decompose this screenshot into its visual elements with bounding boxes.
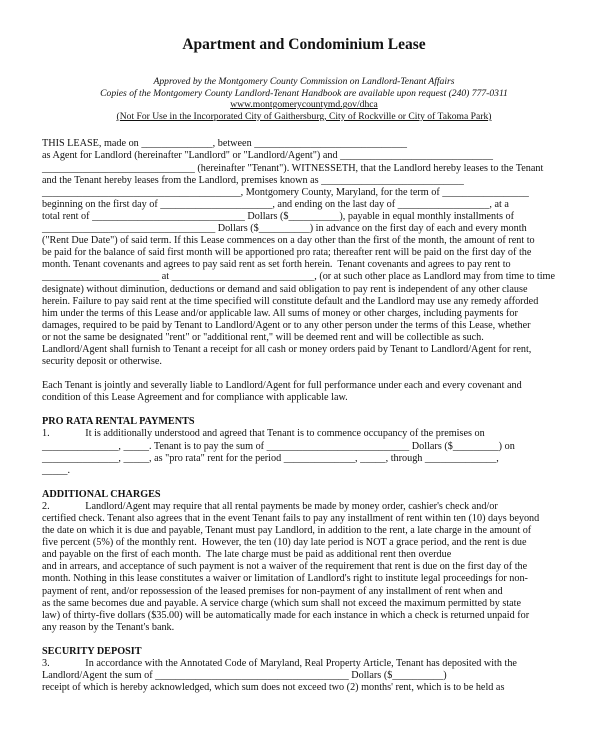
header-block <box>42 76 566 122</box>
intro-line: total rent of ______________________________ Dollars ($__________), payable in equal monthly installments of <box>42 210 514 222</box>
section-line: 2. Landlord/Agent may require that all rental payments be made by money order, cashier's check and/or <box>42 500 498 512</box>
joint-line: Each Tenant is jointly and severally liable to Landlord/Agent for full performance under each and every covenant and <box>42 380 522 392</box>
joint-liability-paragraph <box>42 380 566 404</box>
intro-paragraph <box>42 138 566 368</box>
intro-line: ______________________________ (hereinafter "Tenant"). WITNESSETH, that the Landlord hereby leases to the Tenant <box>42 162 544 174</box>
handbook-line: Copies of the Montgomery County Landlord-Tenant Handbook are available upon request (240) 777-0311 <box>100 87 508 99</box>
spacer <box>42 634 566 646</box>
section-heading: ADDITIONAL CHARGES <box>42 488 161 500</box>
section-pro-rata <box>42 416 566 476</box>
section-line: and payable on the first of each month. The late charge must be paid as additional rent then overdue <box>42 549 452 561</box>
intro-line: _______________________________________, Montgomery County, Maryland, for the term of _________________ <box>42 186 529 198</box>
section-line: Landlord/Agent the sum of ______________________________________ Dollars ($__________) <box>42 670 447 682</box>
approval-line: Approved by the Montgomery County Commission on Landlord-Tenant Affairs <box>153 76 455 87</box>
intro-line: month. Tenant covenants and agrees to pay said rent as set forth herein. Tenant covenants and agrees to pay rent to <box>42 259 511 271</box>
document-title: Apartment and Condominium Lease <box>182 36 426 53</box>
section-line: and in arrears, and acceptance of such payment is not a waiver of the requirement that rent is due on the first day of the <box>42 561 528 573</box>
section-line: receipt of which is hereby acknowledged, which sum does not exceed two (2) months' rent, which is to be held as <box>42 682 505 694</box>
section-line: _______________, _____. Tenant is to pay the sum of ____________________________ Dollars ($_________) on <box>42 440 515 452</box>
spacer <box>42 368 566 380</box>
intro-line: as Agent for Landlord (hereinafter "Landlord" or "Landlord/Agent") and ______________________________ <box>42 150 493 162</box>
section-line: five percent (5%) of the monthly rent. However, the ten (10) day late period is NOT a grace period, and the rent is due <box>42 537 527 549</box>
section-line: _______________, _____, as "pro rata" rent for the period ______________, _____, through ______________, <box>42 452 499 464</box>
intro-line: __________________________________ Dollars ($__________) in advance on the first day of each and every month <box>42 223 527 235</box>
joint-line: condition of this Lease Agreement and for compliance with applicable law. <box>42 392 348 404</box>
intro-line: beginning on the first day of ______________________, and ending on the last day of __________________, at a <box>42 198 509 210</box>
intro-line: security deposit or otherwise. <box>42 356 162 368</box>
intro-line: Landlord/Agent shall furnish to Tenant a receipt for all cash or money orders paid by Tenant to Landlord/Agent for rent, <box>42 343 532 355</box>
jurisdiction-note: (Not For Use in the Incorporated City of Gaithersburg, City of Rockville or City of Takoma Park) <box>116 110 492 122</box>
website-link[interactable]: www.montgomerycountymd.gov/dhca <box>230 99 378 111</box>
intro-line: designate) without diminution, deductions or demand and said obligation to pay rent is independent of any other clause <box>42 283 528 295</box>
section-line: any reason by the Tenant's bank. <box>42 621 175 633</box>
intro-line: _______________________ at ____________________________, (or at such other place as Landlord may from time to time <box>42 271 555 283</box>
spacer <box>42 477 566 489</box>
section-line: month. Nothing in this lease constitutes a waiver or limitation of Landlord's right to institute legal proceedings for non- <box>42 573 528 585</box>
section-line: certified check. Tenant also agrees that in the event Tenant fails to pay any installment of rent within ten (10) days beyond <box>42 513 540 524</box>
section-line: 3. In accordance with the Annotated Code of Maryland, Real Property Article, Tenant has deposited with the <box>42 658 517 670</box>
section-security-deposit <box>42 646 566 694</box>
section-heading: SECURITY DEPOSIT <box>42 645 142 657</box>
intro-line: and the Tenant hereby leases from the Landlord, premises known as ____________________________ <box>42 174 464 186</box>
section-line: the date on which it is due and payable, Tenant must pay Landlord, in addition to the rent, a late charge in the amount of <box>42 525 532 537</box>
section-line: _____. <box>42 464 71 476</box>
section-line: law) of thirty-five dollars ($35.00) will be automatically made for each instance in which a check is returned unpaid for <box>42 609 530 621</box>
intro-line: be paid for the balance of said first month will be apportioned pro rata; thereafter rent will be paid on the first day of the <box>42 247 532 259</box>
section-line: as the same becomes due and payable. A service charge (which sum shall not exceed the maximum permitted by state <box>42 597 522 609</box>
section-line: payment of rent, and/or repossession of the leased premises for non-payment of any installment of rent when and <box>42 585 503 597</box>
section-line: 1. It is additionally understood and agreed that Tenant is to commence occupancy of the premises on <box>42 428 485 440</box>
section-heading: PRO RATA RENTAL PAYMENTS <box>42 416 195 428</box>
intro-line: herein. Failure to pay said rent at the time specified will constitute default and the Landlord may use any remedy afforded <box>42 295 539 307</box>
intro-line: damages, required to be paid by Tenant to Landlord/Agent or to any other person under the terms of this Lease, whether <box>42 319 531 331</box>
intro-line: him under the terms of this Lease and/or applicable law. All sums of money or other charges, including payments for <box>42 307 518 319</box>
intro-line: THIS LEASE, made on ______________, between ______________________________ <box>42 138 408 150</box>
spacer <box>42 404 566 416</box>
intro-line: ("Rent Due Date") of said term. If this Lease commences on a day other than the first of the month, the amount of rent to <box>42 235 535 247</box>
intro-line: or not the same be designated "rent" or "additional rent," will be deemed rent and will be collectible as such. <box>42 331 484 343</box>
section-additional-charges <box>42 489 566 634</box>
